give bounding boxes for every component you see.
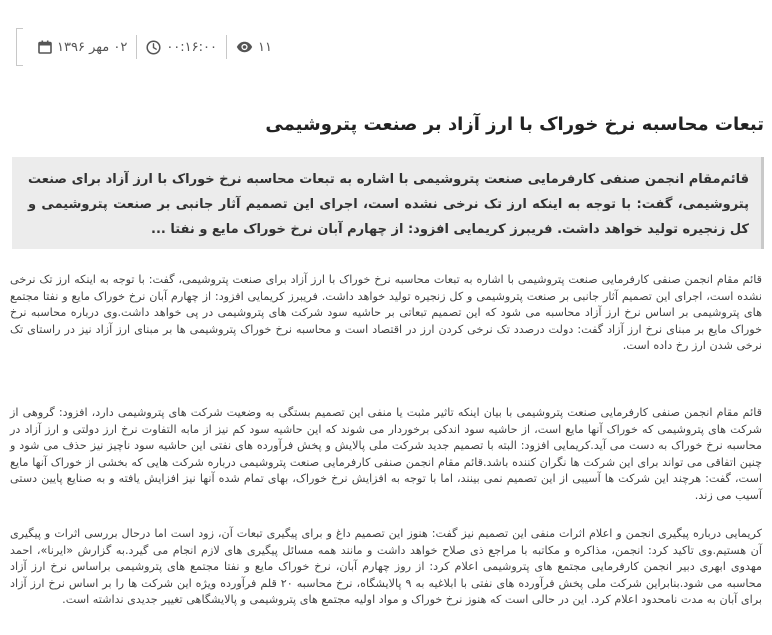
views-count: ۱۱	[257, 39, 272, 55]
article-paragraph: قائم مقام انجمن صنفی کارفرمایی صنعت پتروشیمی با بیان اینکه تاثیر مثبت یا منفی این تصمیم بستگی به وضعیت شرکت های پتروشیمی دارد، افزود: گروهی از شرکت های پتروشیمی که خوراک آنها مایع است، از حاشیه سود اندکی برخوردار می شوند که این حاشیه سود کم نیز از مابه التفاوت نرخ ارز دولتی و ارز آزاد در محاسبه نرخ خوراک به دست می آید.کریمایی افزود: البته با تصمیم جدید شرکت ملی پالایش و پخش فرآورده های نفتی این حاشیه سود ناچیز نیز حذف می شود و چنین اتفاقی می تواند برای این شرکت ها نگران کننده باشد.قائم مقام انجمن صنفی کارفرمایی صنعت پتروشیمی درباره شرکت هایی که بخشی از خوراک آنها مایع است، گفت: هرچند این شرکت ها آسیبی از این تصمیم نمی بینند، اما با توجه به افزایش نرخ خوراک، بهای تمام شده آنها نیز افزایش یافته و به صنایع پایین دستی آسیب می زند.	[10, 406, 762, 502]
eye-icon	[236, 41, 253, 53]
article-meta-bar	[16, 28, 281, 66]
clock-icon	[146, 40, 161, 55]
meta-views	[227, 40, 281, 55]
article-lead: قائم‌مقام انجمن صنفی کارفرمایی صنعت پتروشیمی با اشاره به تبعات محاسبه نرخ خوراک با ارز آزاد برای صنعت پتروشیمی، گفت: با توجه به اینکه ارز تک نرخی نشده است، اجرای این تصمیم آثار جانبی بر صنعت پتروشیمی و کل زنجیره تولید خواهد داشت. فریبرز کریمایی افزود: از چهارم آبان نرخ خوراک مایع و نفتا ...	[12, 157, 764, 249]
article-paragraph: کریمایی درباره پیگیری انجمن و اعلام اثرات منفی این تصمیم نیز گفت: هنوز این تصمیم داغ و برای پیگیری تبعات آن، زود است اما درحال بررسی اثرات و پیگیری آن هستیم.وی تاکید کرد: انجمن، مذاکره و مکاتبه با مراجع ذی صلاح خواهد داشت و مانند همه مسائل پیگیری های لازم انجام می گیرد.به گزارش «ایرنا»، احمد مهدوی ابهری دبیر انجمن کارفرمایی مجتمع های پتروشیمی اعلام کرد: از روز چهارم آبان، نرخ خوراک مایع و نفتا مجتمع های پتروشیمی براساس نرخ ارز آزاد محاسبه می شود.بنابراین شرکت ملی پخش فرآورده های نفتی با ابلاغیه به ۹ پالایشگاه، نرخ محاسبه ۲۰ قلم فرآورده ویژه این شرکت ها را بر اساس نرخ ارز آزاد برای آبان به مدت نامحدود اعلام کرد. این در حالی است که هنوز نرخ خوراک و مواد اولیه مجتمع های پتروشیمی و پالایشگاهی تغییر جدیدی نداشته است.	[10, 527, 762, 607]
meta-time	[137, 40, 226, 55]
meta-date	[29, 40, 136, 55]
article-paragraph: قائم مقام انجمن صنفی کارفرمایی صنعت پتروشیمی با اشاره به تبعات محاسبه نرخ خوراک با ارز آزاد برای صنعت پتروشیمی، گفت: با توجه به اینکه ارز تک نرخی نشده است، اجرای این تصمیم آثار جانبی بر صنعت پتروشیمی و کل زنجیره تولید خواهد داشت. فریبرز کریمایی افزود: از چهارم آبان نرخ خوراک مایع و نفتا مجتمع های پتروشیمی بر اساس نرخ ارز آزاد محاسبه می شود که این تصمیم تبعاتی بر حاشیه سود شرکت های پتروشیمی در پی خواهد داشت.وی درباره محاسبه نرخ خوراک مایع بر مبنای نرخ ارز آزاد گفت: دولت درصدد تک نرخی کردن ارز در اقتصاد است و محاسبه نرخ خوراک پتروشیمی ها بر مبنای ارز آزاد نیز در راستای تک نرخی شدن ارز رخ داده است.	[10, 273, 762, 353]
time-text: ۰۰:۱۶:۰۰	[166, 39, 217, 55]
date-text: ۰۲ مهر ۱۳۹۶	[57, 39, 128, 55]
meta-bracket	[16, 28, 23, 66]
article-title: تبعات محاسبه نرخ خوراک با ارز آزاد بر صنعت پتروشیمی	[265, 114, 764, 135]
calendar-icon	[38, 40, 52, 54]
